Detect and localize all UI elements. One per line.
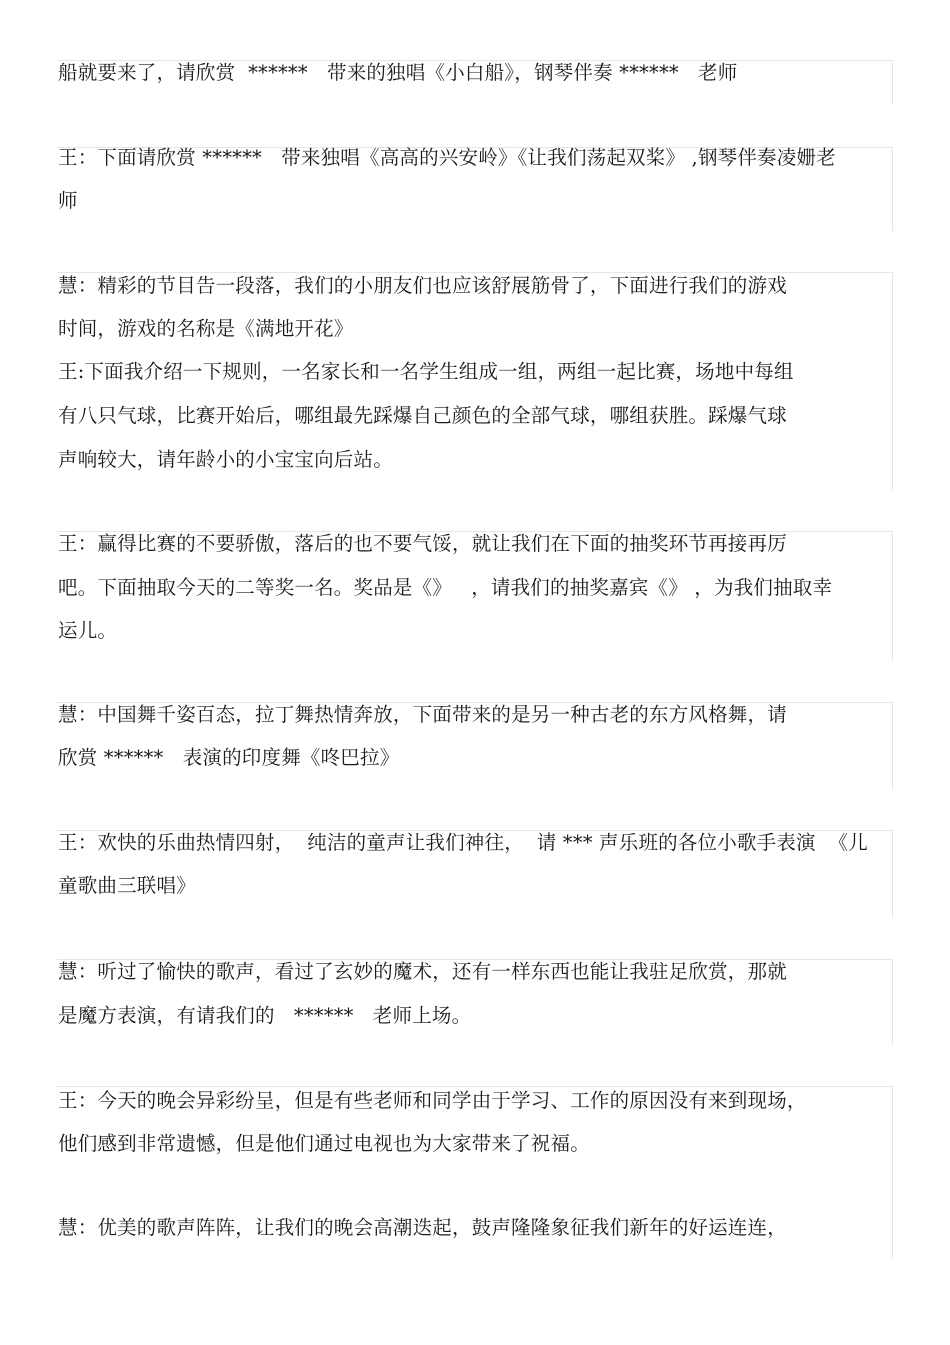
text-line: 慧：中国舞千姿百态，拉丁舞热情奔放，下面带来的是另一种古老的东方风格舞，请 [58, 703, 787, 726]
text-line: 慧：听过了愉快的歌声，看过了玄妙的魔术，还有一样东西也能让我驻足欣赏，那就 [58, 960, 787, 983]
text-line: 王：今天的晚会异彩纷呈，但是有些老师和同学由于学习、工作的原因没有来到现场， [58, 1089, 807, 1112]
text-line: 声响较大，请年龄小的小宝宝向后站。 [58, 448, 393, 471]
text-line: 运儿。 [58, 619, 118, 642]
text-line: 师 [58, 189, 78, 212]
text-line: 欣赏 ****** 表演的印度舞《咚巴拉》 [58, 746, 400, 769]
text-line: 慧：精彩的节目告一段落，我们的小朋友们也应该舒展筋骨了，下面进行我们的游戏 [58, 274, 787, 297]
text-line: 是魔方表演，有请我们的 ****** 老师上场。 [58, 1004, 472, 1027]
text-line: 吧。下面抽取今天的二等奖一名。奖品是《》 ，请我们的抽奖嘉宾《》 ，为我们抽取幸 [58, 576, 833, 599]
text-line: 王：下面请欣赏 ****** 带来独唱《高高的兴安岭》《让我们荡起双桨》 ,钢琴伴奏凌姗老 [58, 146, 836, 169]
text-line: 他们感到非常遗憾，但是他们通过电视也为大家带来了祝福。 [58, 1132, 590, 1155]
text-line: 王:下面我介绍一下规则，一名家长和一名学生组成一组，两组一起比赛，场地中每组 [58, 360, 794, 383]
text-line: 王：赢得比赛的不要骄傲，落后的也不要气馁，就让我们在下面的抽奖环节再接再厉 [58, 532, 787, 555]
text-line: 慧：优美的歌声阵阵，让我们的晚会高潮迭起，鼓声隆隆象征我们新年的好运连连， [58, 1216, 787, 1239]
text-line: 有八只气球，比赛开始后，哪组最先踩爆自己颜色的全部气球，哪组获胜。踩爆气球 [58, 404, 787, 427]
text-line: 船就要来了，请欣赏 ****** 带来的独唱《小白船》，钢琴伴奏 ****** 老师 [58, 61, 738, 84]
text-line: 王：欢快的乐曲热情四射， 纯洁的童声让我们神往， 请 *** 声乐班的各位小歌手表演 《儿 [58, 831, 868, 854]
text-line: 童歌曲三联唱》 [58, 874, 196, 897]
text-line: 时间，游戏的名称是《满地开花》 [58, 317, 354, 340]
